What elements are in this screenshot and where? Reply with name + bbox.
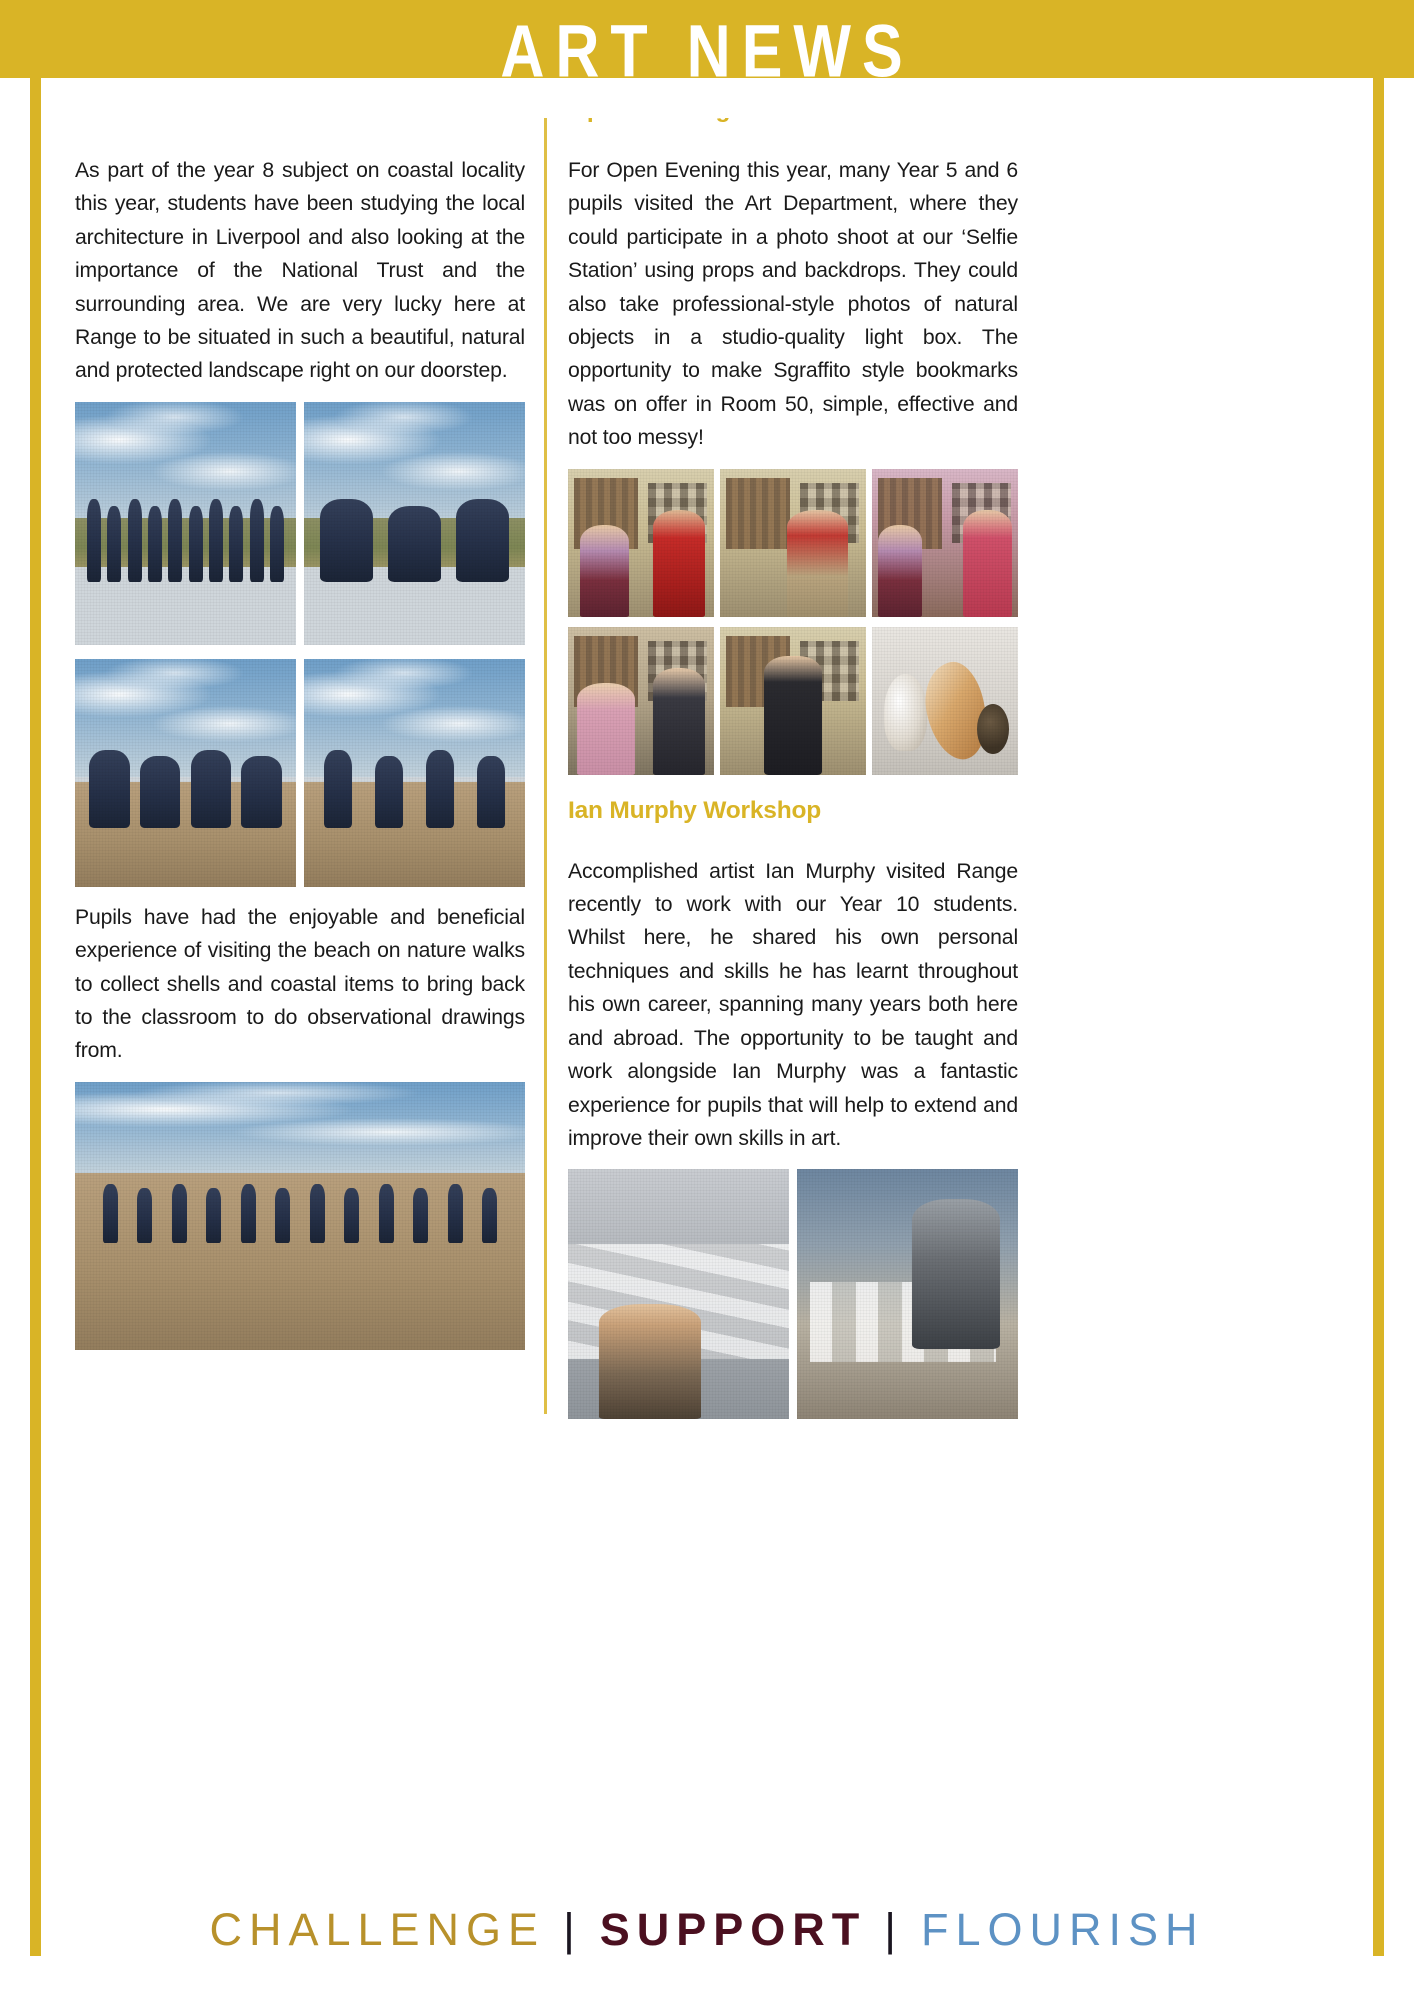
motto-separator-1: | xyxy=(563,1904,582,1955)
photo-student-charcoal-drawing xyxy=(568,1169,789,1419)
photo-props-boxing-glove xyxy=(872,469,1018,617)
photo-artist-guiding-student xyxy=(797,1169,1018,1419)
beach-walks-paragraph-2: Pupils have had the enjoyable and beneficial experience of visiting the beach on nature walks to collect shells and coastal items to bring back to the classroom to do observational drawings from. xyxy=(75,905,525,1063)
motto-word-flourish: FLOURISH xyxy=(921,1904,1205,1955)
open-evening-photo-row-1 xyxy=(568,469,1018,617)
open-evening-paragraph-1: For Open Evening this year, many Year 5 and 6 pupils visited the Art Department, where they could participate in a photo shoot at our ‘Selfie Station’ using props and backdrops. They could also take professional-style photos of natural objects in a studio-quality light box. The opportunity to make Sgraffito style bookmarks was on offer in Room 50, simple, effective and not too messy! xyxy=(568,159,1018,450)
photo-class-line-wide-beach xyxy=(75,1082,525,1350)
open-evening-photo-row-2 xyxy=(568,627,1018,775)
footer-motto xyxy=(41,1904,1373,1956)
section-heading-ian-murphy-workshop: Ian Murphy Workshop xyxy=(568,796,822,824)
column-divider xyxy=(544,114,547,1414)
motto-word-challenge: CHALLENGE xyxy=(209,1904,546,1955)
beach-photos-mid-grid xyxy=(75,659,525,887)
ian-murphy-photo-grid xyxy=(568,1169,1018,1419)
right-gold-rail xyxy=(1373,78,1384,1956)
motto-word-support: SUPPORT xyxy=(599,1904,867,1955)
photo-shells-studio-still-life xyxy=(872,627,1018,775)
beach-photos-top-grid xyxy=(75,402,525,645)
content-area xyxy=(75,96,1339,1876)
beach-walks-paragraph-1: As part of the year 8 subject on coastal locality this year, students have been studying the local architecture in Liverpool and also looking at the importance of the National Trust and the surrounding area. We are very lucky here at Range to be situated in such a beautiful, natural and protected landscape right on our doorstep. xyxy=(75,159,525,383)
photo-class-group-dunes xyxy=(75,402,296,645)
motto-separator-2: | xyxy=(884,1904,903,1955)
photo-costumed-pupil-art-room xyxy=(720,627,866,775)
ian-murphy-paragraph-1: Accomplished artist Ian Murphy visited Range recently to work with our Year 10 students. Whilst here, he shared his own personal techniques and skills he has learnt throughout his own career, spanning many years both here and abroad. The opportunity to be taught and work alongside Ian Murphy was a fantastic experience for pupils that will help to extend and improve their own skills in art. xyxy=(568,859,1018,1150)
right-column xyxy=(568,96,1018,1433)
left-column xyxy=(75,96,525,1350)
photo-four-girls-beach xyxy=(75,659,296,887)
photo-three-boys-dunes xyxy=(304,402,525,645)
photo-pupils-driftwood xyxy=(304,659,525,887)
photo-girl-holding-shell xyxy=(568,627,714,775)
photo-selfie-station-display xyxy=(720,469,866,617)
photo-light-box-girls xyxy=(568,469,714,617)
page-title: ART NEWS xyxy=(500,9,914,93)
left-gold-rail xyxy=(30,78,41,1956)
